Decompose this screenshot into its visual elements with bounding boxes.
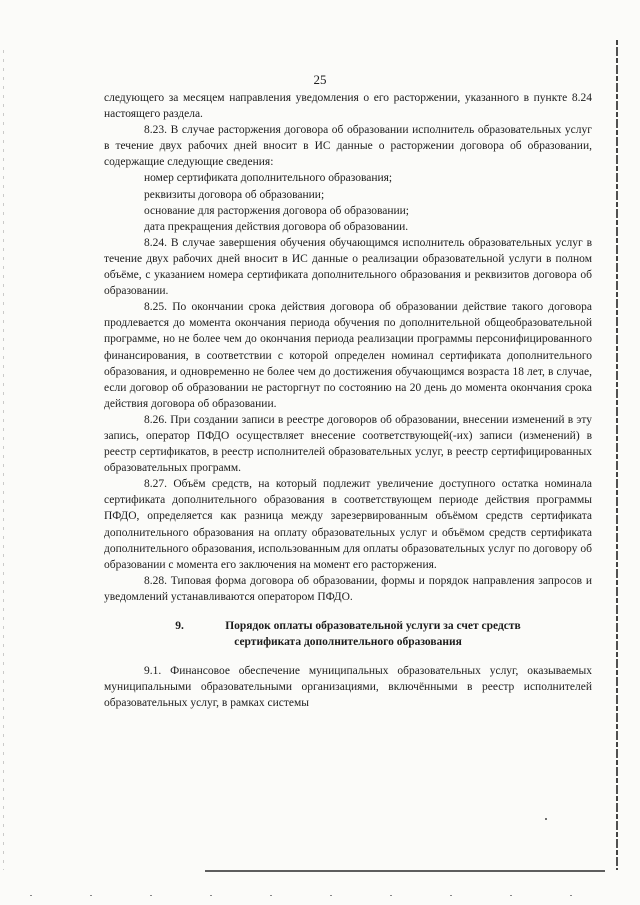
section-number: 9. xyxy=(175,620,184,632)
paragraph-8-26: 8.26. При создании записи в реестре договоров об образовании, внесении изменений в эту запись, оператор ПФДО осуществляет внесение соответствующей(-их) записи (изменений) в реестр сертификатов, в реестр исполнителей образовательных услуг, в реестр сертифицированных образовательных программ. xyxy=(104,413,592,475)
section-heading xyxy=(104,618,592,650)
list-item-termination-basis: основание для расторжения договора об образовании; xyxy=(144,204,409,217)
list-item-contract-details: реквизиты договора об образовании; xyxy=(144,188,325,201)
scan-bottom-marks xyxy=(30,895,610,896)
section-title-line1: Порядок оплаты образовательной услуги за счет средств xyxy=(225,620,521,632)
list-item-certificate-number: номер сертификата дополнительного образования; xyxy=(144,172,393,185)
document-body xyxy=(104,90,592,711)
page-number: 25 xyxy=(313,72,327,87)
paragraph-8-23: 8.23. В случае расторжения договора об образовании исполнитель образовательных услуг в течение двух рабочих дней вносит в ИС данные о расторжении договора об образовании, содержащие следующие сведения: xyxy=(104,124,592,169)
scan-left-edge xyxy=(3,50,4,870)
paragraph-8-25: 8.25. По окончании срока действия договора об образовании действие такого договора продлевается до момента окончания периода обучения по дополнительной общеобразовательной программе, но не более чем до окончания периода реализации программы персонифицированного финансирования, в соответствии с которой определен номинал сертификата дополнительного образования, и одновременно не более чем до достижения обучающимся возраста 18 лет, в случае, если договор об образовании не расторгнут по состоянию на 20 день до момента окончания срока действия договора об образовании. xyxy=(104,301,592,410)
section-title-line2: сертификата дополнительного образования xyxy=(234,636,462,648)
paragraph-8-24: 8.24. В случае завершения обучения обучающимся исполнитель образовательных услуг в течение двух рабочих дней вносит в ИС данные о реализации образовательной услуги в полном объёме, с указанием номера сертификата дополнительного образования и реквизитов договора об образовании. xyxy=(104,236,592,298)
scan-right-edge xyxy=(616,40,618,870)
paragraph-8-27: 8.27. Объём средств, на который подлежит увеличение доступного остатка номинала сертификата дополнительного образования в соответствующем периоде действия программы ПФДО, определяется как разница между зарезервированным объёмом средств сертификата дополнительного образования на оплату образовательных услуг и объёмом средств сертификата дополнительного образования, использованным для оплаты образовательных услуг по договору об образовании с момента его заключения на момент его расторжения. xyxy=(104,478,592,571)
paragraph-continuation: следующего за месяцем направления уведомления о его расторжении, указанного в пункте 8.24 настоящего раздела. xyxy=(104,92,592,121)
paragraph-9-1: 9.1. Финансовое обеспечение муниципальных образовательных услуг, оказываемых муниципальными образовательными организациями, включёнными в реестр исполнителей образовательных услуг, в рамках системы xyxy=(104,665,592,710)
scan-bottom-line xyxy=(205,870,605,872)
scan-speck xyxy=(545,818,547,820)
paragraph-8-28: 8.28. Типовая форма договора об образовании, формы и порядок направления запросов и уведомлений устанавливаются оператором ПФДО. xyxy=(104,574,592,603)
list-item-termination-date: дата прекращения действия договора об образовании. xyxy=(144,220,409,233)
